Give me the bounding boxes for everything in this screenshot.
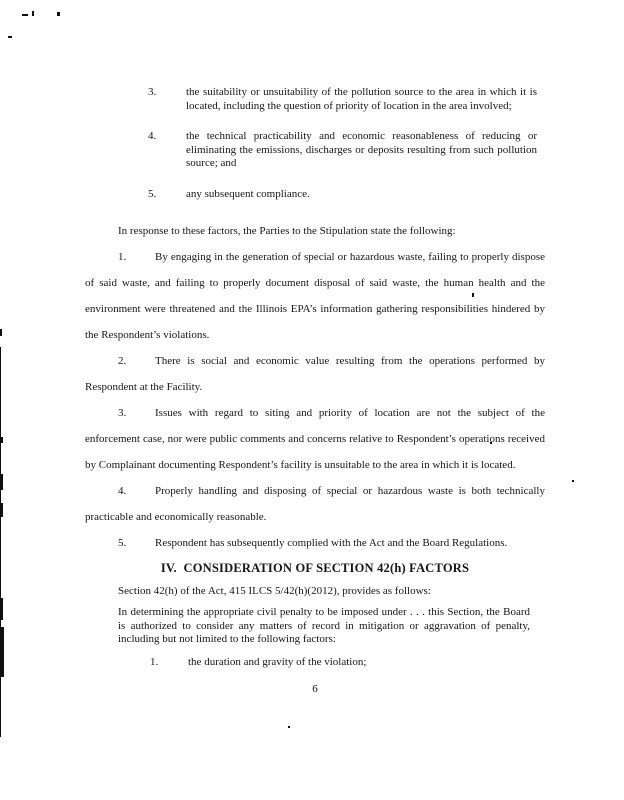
paragraph-number: 4. bbox=[118, 485, 127, 497]
scan-artifact bbox=[8, 36, 12, 38]
list-item-number: 5. bbox=[148, 187, 157, 200]
paragraph bbox=[85, 400, 545, 478]
paragraph-number: 1. bbox=[118, 251, 127, 263]
paragraph-text: Issues with regard to siting and priority of location are not the subject of the enforcement case, nor were public comments and concerns relative to Respondent’s operations received by Complainant documenting Respondent’s facility is unsuitable to the area in which it is located. bbox=[85, 407, 545, 471]
scan-artifact bbox=[57, 12, 60, 16]
paragraph bbox=[85, 348, 545, 400]
section-heading: IV. CONSIDERATION OF SECTION 42(h) FACTORS bbox=[160, 561, 470, 575]
list-item-number: 4. bbox=[148, 130, 157, 142]
scan-artifact-left-edge bbox=[0, 627, 4, 677]
scan-artifact-left-edge bbox=[0, 474, 3, 490]
list-item-text: the suitability or unsuitability of the pollution source to the area in which it is located, including the question of priority of location in the area involved; bbox=[186, 86, 537, 112]
paragraph-number: 3. bbox=[118, 407, 127, 419]
paragraph-text: By engaging in the generation of special or hazardous waste, failing to properly dispose of said waste, and failing to properly document disposal of said waste, the human health and the environment were threatened and the Illinois EPA’s information gathering responsibilities hindered by the Respondent’s violations. bbox=[85, 251, 545, 341]
scan-artifact-left-edge bbox=[0, 503, 3, 517]
paragraph-text: Respondent has subsequently complied with the Act and the Board Regulations. bbox=[155, 537, 508, 549]
paragraph bbox=[85, 244, 545, 348]
page-number: 6 bbox=[312, 683, 318, 695]
scan-artifact bbox=[22, 14, 28, 16]
statute-intro: Section 42(h) of the Act, 415 ILCS 5/42(h)(2012), provides as follows: bbox=[118, 585, 431, 597]
statute-quote: In determining the appropriate civil penalty to be imposed under . . . this Section, the Board is authorized to consider any matters of record in mitigation or aggravation of penalty, including but not limited to the following factors: bbox=[118, 606, 530, 645]
list-item-number: 1. bbox=[150, 655, 159, 668]
scan-artifact-left-edge bbox=[0, 329, 2, 336]
scan-artifact-left-edge bbox=[0, 437, 3, 443]
scan-artifact bbox=[32, 11, 34, 16]
scan-artifact-left-edge bbox=[0, 598, 3, 620]
scan-artifact bbox=[572, 480, 574, 482]
scan-artifact-left-edge-line bbox=[0, 347, 1, 737]
paragraph-number: 5. bbox=[118, 537, 127, 549]
paragraph-text: Properly handling and disposing of special or hazardous waste is both technically practicable and economically reasonable. bbox=[85, 485, 545, 523]
paragraph bbox=[85, 530, 545, 556]
list-item-number: 3. bbox=[148, 86, 157, 98]
list-item-text: the technical practicability and economic reasonableness of reducing or eliminating the emissions, discharges or deposits resulting from such pollution source; and bbox=[186, 130, 537, 169]
scan-artifact bbox=[288, 726, 290, 728]
list-item bbox=[148, 188, 537, 202]
paragraph-text: There is social and economic value resulting from the operations performed by Respondent at the Facility. bbox=[85, 355, 545, 393]
paragraph bbox=[85, 478, 545, 530]
intro-paragraph: In response to these factors, the Parties to the Stipulation state the following: bbox=[118, 225, 456, 237]
document-body bbox=[85, 0, 545, 696]
list-item bbox=[148, 130, 537, 171]
list-item-text: the duration and gravity of the violation; bbox=[188, 655, 367, 668]
list-item bbox=[150, 656, 537, 670]
paragraph-number: 2. bbox=[118, 355, 127, 367]
list-item bbox=[148, 86, 537, 113]
list-item-text: any subsequent compliance. bbox=[186, 187, 310, 200]
